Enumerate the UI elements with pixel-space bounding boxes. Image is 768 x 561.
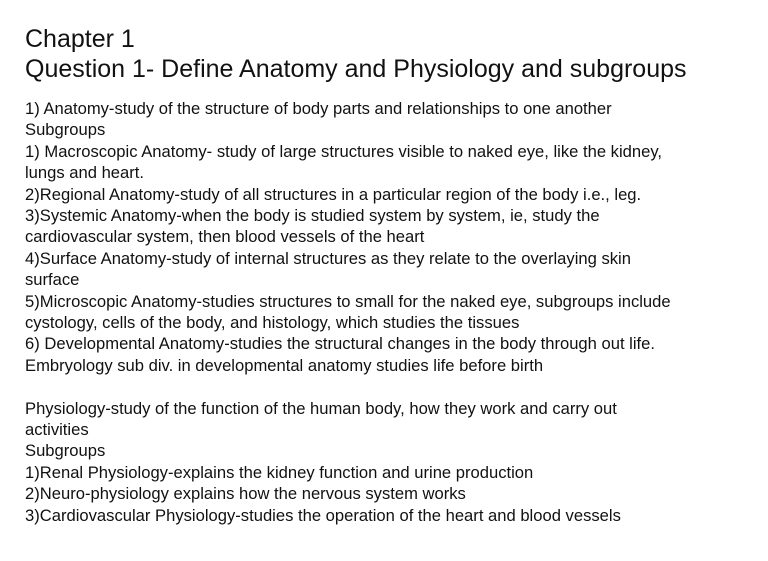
text-line: surface: [25, 270, 80, 290]
physiology-section: [25, 398, 760, 526]
text-line: 1)Renal Physiology-explains the kidney function and urine production: [25, 462, 534, 482]
question-title: Question 1- Define Anatomy and Physiology and subgroups: [25, 55, 687, 83]
text-line: Subgroups: [25, 441, 106, 461]
notes-body: [25, 98, 760, 526]
section-spacer: [25, 376, 760, 397]
text-line: Embryology sub div. in developmental anatomy studies life before birth: [25, 355, 544, 375]
text-line: 5)Microscopic Anatomy-studies structures to small for the naked eye, subgroups include: [25, 291, 671, 311]
text-line: cystology, cells of the body, and histology, which studies the tissues: [25, 313, 520, 333]
text-line: 1) Anatomy-study of the structure of body parts and relationships to one another: [25, 99, 612, 118]
text-line: 3)Cardiovascular Physiology-studies the operation of the heart and blood vessels: [25, 505, 621, 525]
text-line: lungs and heart.: [25, 163, 145, 183]
chapter-title: Chapter 1: [25, 25, 135, 53]
text-line: 1) Macroscopic Anatomy- study of large structures visible to naked eye, like the kidney,: [25, 141, 663, 161]
text-line: 3)Systemic Anatomy-when the body is studied system by system, ie, study the: [25, 206, 600, 226]
slide-content: [25, 24, 760, 526]
text-line: 4)Surface Anatomy-study of internal structures as they relate to the overlaying skin: [25, 248, 631, 268]
text-line: cardiovascular system, then blood vessels of the heart: [25, 227, 425, 247]
anatomy-section: [25, 98, 760, 376]
text-line: Subgroups: [25, 120, 106, 140]
text-line: 2)Regional Anatomy-study of all structures in a particular region of the body i.e., leg.: [25, 184, 642, 204]
text-line: 2)Neuro-physiology explains how the nervous system works: [25, 484, 466, 504]
text-line: Physiology-study of the function of the human body, how they work and carry out: [25, 398, 617, 418]
text-line: activities: [25, 420, 89, 440]
text-line: 6) Developmental Anatomy-studies the structural changes in the body through out life.: [25, 334, 656, 354]
